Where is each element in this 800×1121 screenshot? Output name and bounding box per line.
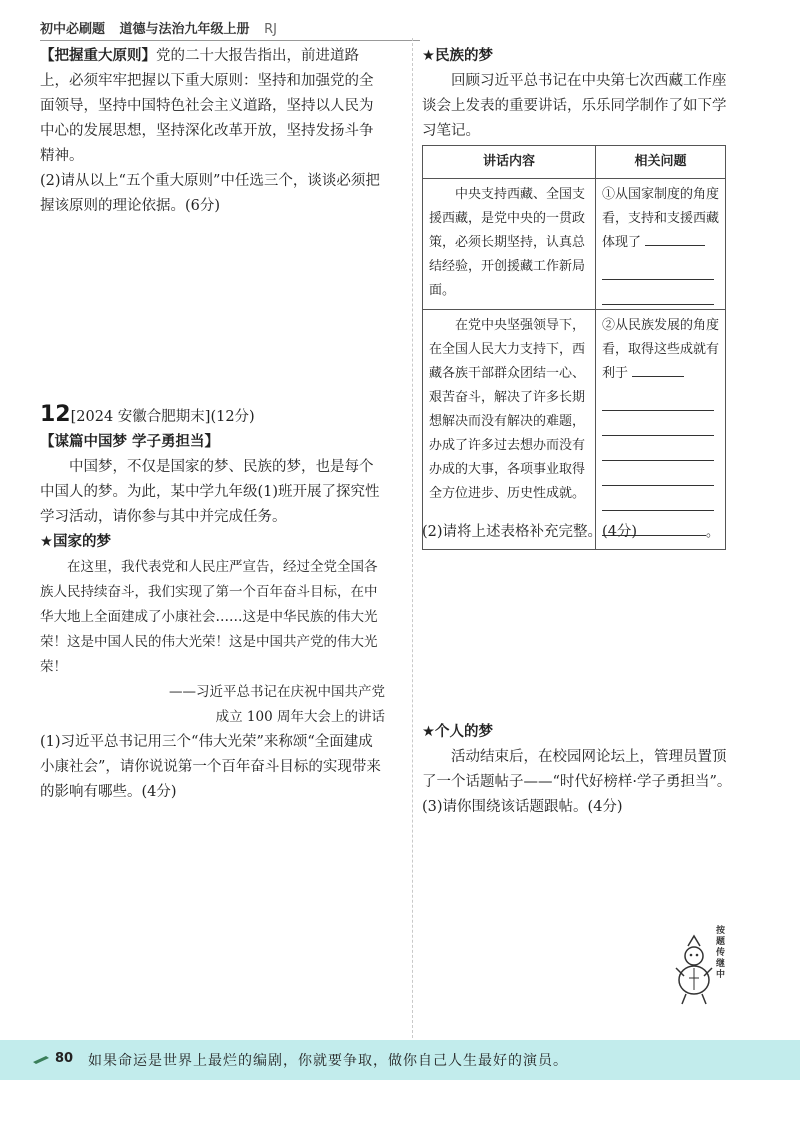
end-mark: 。 (706, 525, 720, 540)
answer-line[interactable] (602, 255, 714, 280)
answer-blank[interactable] (632, 362, 684, 377)
left-column-top (40, 44, 385, 219)
row1-question-cell (596, 179, 726, 310)
answer-line[interactable] (602, 486, 714, 511)
speech-quote: 在这里，我代表党和人民庄严宣告，经过全党全国各族人民持续奋斗，我们实现了第一个百年奋斗目标，在中华大地上全面建成了小康社会……这是中华民族的伟大光荣！这是中国人民的伟大光荣！这是中国共产党的伟大光荣！ (40, 559, 378, 675)
table-row (423, 310, 726, 550)
principles-tag: 【把握重大原则】 (40, 48, 156, 64)
question-source: [2024 安徽合肥期末](12分) (70, 409, 255, 425)
question-12-tag: 【谋篇中国梦 学子勇担当】 (40, 434, 220, 450)
mascot-illustration (672, 918, 742, 1008)
row2-question: ②从民族发展的角度看，取得这些成就有利于 (602, 318, 720, 381)
col-header-question: 相关问题 (596, 146, 726, 179)
book-title: 道德与法治九年级上册 (119, 22, 250, 37)
ethnic-dream-heading: ★民族的梦 (422, 48, 493, 64)
answer-line[interactable] (602, 436, 714, 461)
quote-attribution-2: 成立 100 周年大会上的讲话 (215, 709, 385, 725)
row2-question-cell (596, 310, 726, 550)
pencil-icon (32, 1054, 50, 1064)
answer-line[interactable] (602, 461, 714, 486)
question-12-block (40, 402, 385, 805)
mascot-label: 按题传继中 (716, 926, 726, 980)
table-row (423, 179, 726, 310)
study-notes-table (422, 145, 726, 550)
ethnic-intro: 回顾习近平总书记在中央第七次西藏工作座谈会上发表的重要讲话，乐乐同学制作了如下学习笔记。 (422, 73, 727, 139)
question-1: (1)习近平总书记用三个“伟大光荣”来称颂“全面建成小康社会”，请你说说第一个百年奋斗目标的实现带来的影响有哪些。(4分) (40, 734, 381, 800)
page-header (40, 18, 420, 41)
answer-line[interactable] (602, 386, 714, 411)
question-2-table-text: (2)请将上述表格补充完整。(4分) (422, 524, 638, 540)
mascot-icon (672, 918, 742, 1008)
question-number: 12 (40, 402, 71, 427)
row1-question: ①从国家制度的角度看，支持和支援西藏体现了 (602, 187, 720, 250)
question-3: (3)请你围绕该话题跟帖。(4分) (422, 799, 623, 815)
question-12-intro: 中国梦，不仅是国家的梦、民族的梦，也是每个中国人的梦。为此，某中学九年级(1)班开展了探究性学习活动，请你参与其中并完成任务。 (40, 459, 380, 525)
table-header-row (423, 146, 726, 179)
page-number: 80 (55, 1051, 74, 1066)
series-title: 初中必刷题 (40, 22, 106, 37)
answer-line[interactable] (602, 280, 714, 305)
personal-dream-heading: ★个人的梦 (422, 724, 493, 740)
answer-blank[interactable] (645, 231, 705, 246)
right-column-top (422, 44, 732, 144)
principles-paragraph (40, 44, 385, 169)
answer-line[interactable] (602, 411, 714, 436)
row1-content: 中央支持西藏、全国支援西藏，是党中央的一贯政策，必须长期坚持，认真总结经验，开创援藏工作新局面。 (423, 179, 596, 310)
row2-content: 在党中央坚强领导下，在全国人民大力支持下，西藏各族干部群众团结一心、艰苦奋斗，解决了许多长期想解决而没有解决的难题，办成了许多过去想办而没有办成的大事，各项事业取得全方位进步、历史性成就。 (423, 310, 596, 550)
national-dream-heading: ★国家的梦 (40, 534, 111, 550)
edition-label: RJ (264, 22, 277, 37)
personal-intro: 活动结束后，在校园网论坛上，管理员置顶了一个话题帖子——“时代好榜样·学子勇担当”。 (422, 749, 732, 790)
col-header-content: 讲话内容 (423, 146, 596, 179)
question-2-table (422, 520, 732, 545)
personal-dream-block (422, 720, 732, 820)
question-12-header (40, 402, 385, 430)
quote-attribution-1: ——习近平总书记在庆祝中国共产党 (169, 684, 385, 700)
column-divider (412, 38, 413, 1038)
footer-band (0, 1040, 800, 1080)
question-2-left: (2)请从以上“五个重大原则”中任选三个，谈谈必须把握该原则的理论依据。(6分) (40, 173, 380, 214)
principles-text: 党的二十大报告指出，前进道路上，必须牢牢把握以下重大原则：坚持和加强党的全面领导，坚持中国特色社会主义道路，坚持以人民为中心的发展思想，坚持深化改革开放，坚持发扬斗争精神。 (40, 48, 374, 164)
footer-motto: 如果命运是世界上最烂的编剧，你就要争取，做你自己人生最好的演员。 (88, 1053, 568, 1069)
